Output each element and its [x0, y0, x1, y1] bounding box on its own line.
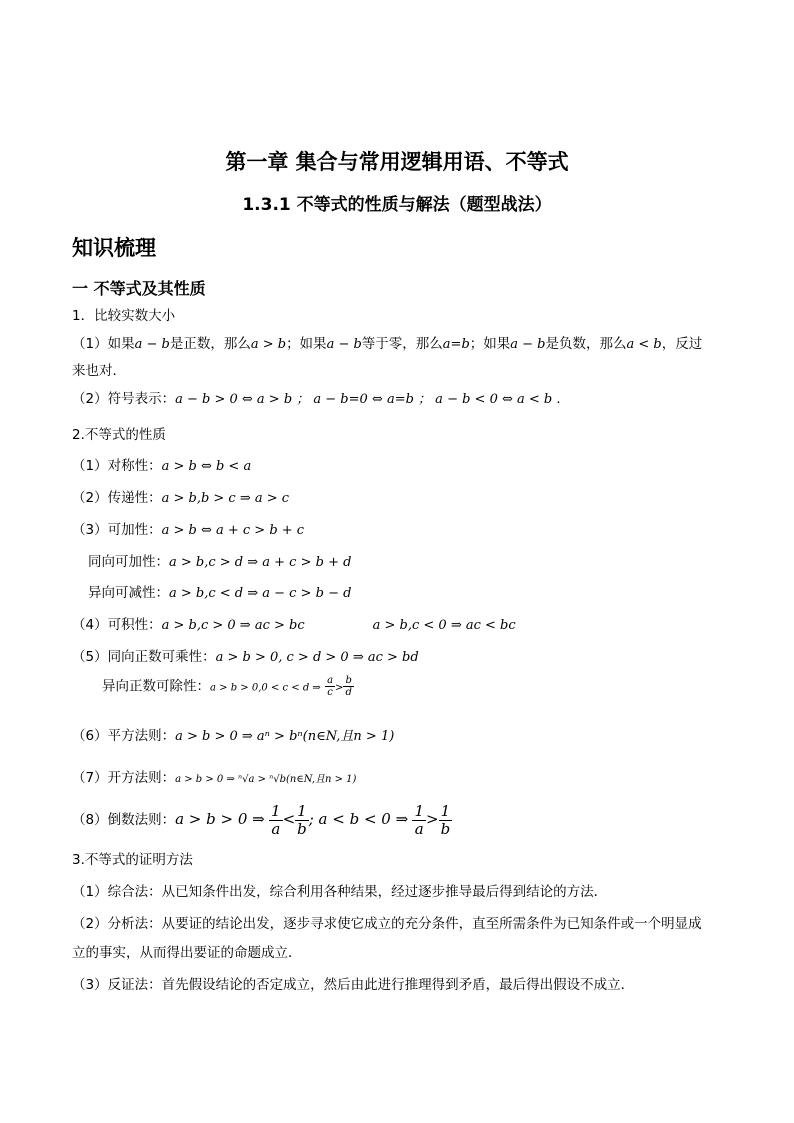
proof-analytic-cont: 立的事实，从而得出要证的命题成立． — [72, 945, 302, 961]
item1-heading: 1．比较实数大小 — [72, 308, 176, 324]
prop-symmetry: （1）对称性：a > b ⇔ b < a — [72, 458, 252, 474]
fraction-1-over-a-2: $\frac{1}{a}$ — [414, 802, 425, 838]
proof-contradiction: （3）反证法：首先假设结论的否定成立，然后由此进行推理得到矛盾，最后得出假设不成立． — [72, 977, 635, 993]
fraction-a-over-c: $\frac{a}{c}$ — [327, 675, 334, 698]
prop-same-direction-add: 同向可加性：a > b,c > d ⇒ a + c > b + d — [88, 554, 352, 570]
knowledge-heading: 知识梳理 — [72, 236, 156, 260]
prop-positive-multiply: （5）同向正数可乘性：a > b > 0, c > d > 0 ⇒ ac > bd — [72, 649, 419, 665]
fraction-1-over-b-2: $\frac{1}{b}$ — [440, 802, 451, 838]
prop-multiplicativity: （4）可积性：a > b,c > 0 ⇒ ac > bc a > b,c < 0 ⇒ ac < bc — [72, 617, 516, 633]
item1-line2: （2）符号表示：a − b > 0 ⇔ a > b ； a − b=0 ⇔ a=b ； a − b < 0 ⇔ a < b . — [72, 391, 561, 407]
chapter-title: 第一章 集合与常用逻辑用语、不等式 — [225, 150, 569, 174]
item1-line1: （1）如果a − b是正数，那么a > b；如果a − b等于零，那么a=b；如果a − b是负数，那么a < b，反过 — [72, 336, 703, 352]
prop-positive-divide: 异向正数可除性：a > b > 0,0 < c < d ⇒ $\frac{a}{c}$ > $\frac{b}{d}$ — [102, 675, 352, 698]
item3-heading: 3.不等式的证明方法 — [72, 852, 193, 868]
section-subtitle: 1.3.1 不等式的性质与解法（题型战法） — [242, 195, 552, 215]
prop-reciprocal-rule: （8）倒数法则：a > b > 0 ⇒ $\frac{1}{a}$ < $\frac{1}{b}$ ; a < b < 0 ⇒ $\frac{1}{a}$ > $\frac{1}{b}$ — [72, 802, 451, 838]
proof-analytic: （2）分析法：从要证的结论出发，逐步寻求使它成立的充分条件，直至所需条件为已知条件或一个明显成 — [72, 916, 702, 932]
item2-heading: 2.不等式的性质 — [72, 427, 166, 443]
part-heading: 一 不等式及其性质 — [72, 279, 206, 298]
prop-opposite-subtract: 异向可减性：a > b,c < d ⇒ a − c > b − d — [88, 585, 352, 601]
item1-line1-cont: 来也对． — [72, 363, 126, 379]
prop-additivity: （3）可加性：a > b ⇔ a + c > b + c — [72, 522, 305, 538]
fraction-1-over-b: $\frac{1}{b}$ — [297, 802, 307, 838]
fraction-b-over-d: $\frac{b}{d}$ — [345, 675, 352, 698]
prop-root-rule: （7）开方法则：a > b > 0 ⇒ ⁿ√a > ⁿ√b(n∈N,且n > 1) — [72, 770, 357, 786]
fraction-1-over-a: $\frac{1}{a}$ — [271, 802, 281, 838]
prop-transitivity: （2）传递性：a > b,b > c ⇒ a > c — [72, 490, 290, 506]
prop-square-rule: （6）平方法则：a > b > 0 ⇒ aⁿ > bⁿ(n∈N,且n > 1) — [72, 728, 395, 744]
proof-synthetic: （1）综合法：从已知条件出发，综合利用各种结果，经过逐步推导最后得到结论的方法． — [72, 884, 608, 900]
